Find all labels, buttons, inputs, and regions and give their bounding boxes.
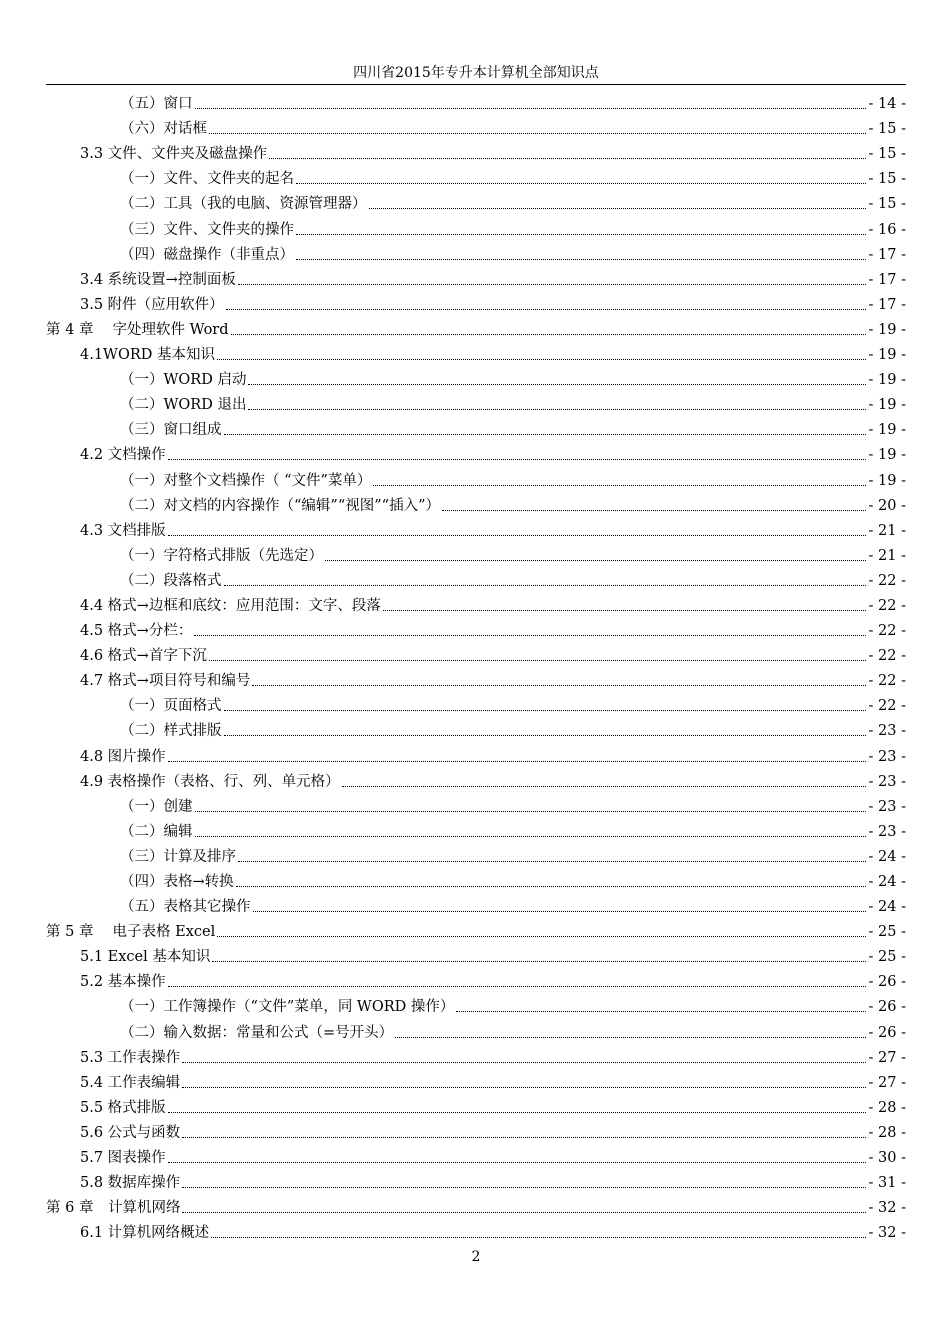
toc-entry-title: 3.3 文件、文件夹及磁盘操作: [80, 146, 268, 163]
toc-entry-page: - 19 -: [868, 472, 906, 489]
toc-entry[interactable]: [46, 1217, 906, 1242]
toc-entry[interactable]: [46, 1092, 906, 1117]
toc-dot-leader: [209, 133, 866, 134]
toc-entry-page: - 27 -: [868, 1049, 906, 1066]
toc-entry[interactable]: [46, 138, 906, 163]
toc-entry-page: - 31 -: [868, 1175, 906, 1192]
toc-entry[interactable]: [46, 891, 906, 916]
toc-entry[interactable]: [46, 364, 906, 389]
toc-entry[interactable]: [46, 1142, 906, 1167]
toc-entry-page: - 15 -: [868, 171, 906, 188]
toc-entry-title: 5.6 公式与函数: [80, 1124, 181, 1141]
toc-entry-page: - 19 -: [868, 447, 906, 464]
toc-entry-title: （一）文件、文件夹的起名: [120, 171, 294, 188]
toc-entry-title: （五）表格其它操作: [120, 899, 251, 916]
toc-entry-title: （一）页面格式: [120, 698, 222, 715]
toc-entry-title: 3.5 附件（应用软件）: [80, 296, 224, 313]
toc-entry-page: - 23 -: [868, 823, 906, 840]
toc-entry-title: （一）创建: [120, 798, 193, 815]
toc-entry-title: （二）输入数据：常量和公式（=号开头）: [120, 1024, 394, 1041]
toc-entry-title: 5.1 Excel 基本知识: [80, 949, 211, 966]
toc-entry-page: - 15 -: [868, 146, 906, 163]
toc-dot-leader: [195, 108, 866, 109]
toc-entry-title: （二）编辑: [120, 823, 193, 840]
toc-dot-leader: [442, 510, 866, 511]
toc-entry-title: （三）计算及排序: [120, 848, 236, 865]
toc-entry-page: - 32 -: [868, 1225, 906, 1242]
toc-dot-leader: [226, 309, 866, 310]
toc-entry[interactable]: [46, 339, 906, 364]
toc-entry-page: - 28 -: [868, 1124, 906, 1141]
toc-dot-leader: [369, 208, 866, 209]
toc-dot-leader: [224, 735, 866, 736]
toc-entry-title: 5.7 图表操作: [80, 1150, 166, 1167]
toc-dot-leader: [395, 1037, 865, 1038]
toc-entry-title: 4.9 表格操作（表格、行、列、单元格）: [80, 773, 340, 790]
toc-entry-page: - 22 -: [868, 623, 906, 640]
page-header: 四川省2015年专升本计算机全部知识点: [353, 65, 599, 81]
toc-entry-page: - 21 -: [868, 522, 906, 539]
toc-entry[interactable]: [46, 640, 906, 665]
toc-entry-page: - 26 -: [868, 999, 906, 1016]
toc-entry[interactable]: [46, 188, 906, 213]
toc-entry-title: 第 4 章 字处理软件 Word: [46, 321, 229, 338]
toc-entry[interactable]: [46, 314, 906, 339]
toc-dot-leader: [182, 1212, 865, 1213]
toc-dot-leader: [195, 836, 866, 837]
toc-entry-page: - 24 -: [868, 848, 906, 865]
toc-dot-leader: [456, 1011, 865, 1012]
toc-entry[interactable]: [46, 490, 906, 515]
toc-entry-page: - 19 -: [868, 422, 906, 439]
toc-entry[interactable]: [46, 239, 906, 264]
toc-entry-page: - 27 -: [868, 1074, 906, 1091]
toc-dot-leader: [238, 861, 866, 862]
toc-dot-leader: [238, 284, 866, 285]
toc-entry-title: 第 5 章 电子表格 Excel: [46, 924, 216, 941]
toc-entry-page: - 19 -: [868, 372, 906, 389]
toc-entry-page: - 15 -: [868, 196, 906, 213]
toc-entry-title: 4.1WORD 基本知识: [80, 347, 216, 364]
toc-dot-leader: [182, 1062, 865, 1063]
toc-entry-page: - 25 -: [868, 924, 906, 941]
toc-dot-leader: [373, 485, 865, 486]
toc-entry-title: （二）样式排版: [120, 723, 222, 740]
toc-entry-title: 4.8 图片操作: [80, 748, 166, 765]
toc-entry[interactable]: [46, 213, 906, 238]
toc-entry-page: - 22 -: [868, 673, 906, 690]
toc-entry[interactable]: [46, 991, 906, 1016]
toc-entry-title: （一）字符格式排版（先选定）: [120, 547, 323, 564]
toc-entry-page: - 20 -: [868, 497, 906, 514]
toc-dot-leader: [209, 660, 866, 661]
toc-dot-leader: [217, 359, 866, 360]
toc-entry-page: - 28 -: [868, 1099, 906, 1116]
toc-entry[interactable]: [46, 163, 906, 188]
toc-dot-leader: [182, 1137, 865, 1138]
toc-entry-page: - 17 -: [868, 296, 906, 313]
toc-entry-page: - 25 -: [868, 949, 906, 966]
toc-dot-leader: [248, 409, 865, 410]
toc-entry-title: 5.5 格式排版: [80, 1099, 166, 1116]
header-rule: [46, 84, 906, 85]
toc-dot-leader: [211, 1237, 865, 1238]
toc-dot-leader: [342, 786, 866, 787]
toc-entry-title: 3.4 系统设置→控制面板: [80, 271, 236, 288]
page-number: 2: [471, 1249, 481, 1265]
toc-dot-leader: [248, 384, 865, 385]
toc-entry-page: - 23 -: [868, 798, 906, 815]
toc-entry-page: - 23 -: [868, 723, 906, 740]
toc-entry[interactable]: [46, 113, 906, 138]
toc-entry[interactable]: [46, 1117, 906, 1142]
toc-entry-title: 第 6 章 计算机网络: [46, 1200, 181, 1217]
toc-dot-leader: [168, 459, 866, 460]
toc-entry-page: - 22 -: [868, 597, 906, 614]
toc-dot-leader: [168, 986, 866, 987]
toc-entry-title: （三）文件、文件夹的操作: [120, 221, 294, 238]
toc-entry-title: （二）工具（我的电脑、资源管理器）: [120, 196, 367, 213]
toc-entry-page: - 32 -: [868, 1200, 906, 1217]
toc-entry-title: （一）对整个文档操作（ “文件”菜单）: [120, 472, 372, 489]
toc-dot-leader: [212, 961, 865, 962]
toc-dot-leader: [168, 535, 866, 536]
toc-entry-page: - 23 -: [868, 748, 906, 765]
toc-entry-page: - 22 -: [868, 648, 906, 665]
toc-dot-leader: [224, 710, 866, 711]
toc-entry-title: 6.1 计算机网络概述: [80, 1225, 210, 1242]
toc-dot-leader: [182, 1087, 865, 1088]
toc-entry[interactable]: [46, 1192, 906, 1217]
toc-entry[interactable]: [46, 1167, 906, 1192]
toc-dot-leader: [296, 259, 866, 260]
toc-dot-leader: [296, 183, 866, 184]
toc-dot-leader: [217, 936, 865, 937]
toc-entry-page: - 14 -: [868, 96, 906, 113]
toc-entry-page: - 23 -: [868, 773, 906, 790]
toc-entry-title: 4.7 格式→项目符号和编号: [80, 673, 251, 690]
toc-entry-title: （二）段落格式: [120, 572, 222, 589]
toc-entry-title: 5.4 工作表编辑: [80, 1074, 181, 1091]
toc-entry[interactable]: [46, 464, 906, 489]
toc-dot-leader: [168, 1112, 866, 1113]
toc-entry-title: （一）WORD 启动: [120, 372, 247, 389]
toc-entry-title: （一）工作簿操作（“文件”菜单，同 WORD 操作）: [120, 999, 455, 1016]
toc-entry-page: - 22 -: [868, 572, 906, 589]
toc-dot-leader: [296, 234, 866, 235]
toc-dot-leader: [325, 560, 866, 561]
toc-dot-leader: [383, 610, 866, 611]
toc-entry[interactable]: [46, 740, 906, 765]
toc-entry[interactable]: [46, 1016, 906, 1041]
toc-entry-title: （五）窗口: [120, 96, 193, 113]
toc-entry[interactable]: [46, 766, 906, 791]
toc-dot-leader: [224, 434, 866, 435]
toc-entry[interactable]: [46, 816, 906, 841]
toc-entry[interactable]: [46, 1042, 906, 1067]
toc-entry-page: - 24 -: [868, 899, 906, 916]
toc-dot-leader: [195, 811, 866, 812]
toc-entry[interactable]: [46, 264, 906, 289]
toc-entry-page: - 15 -: [868, 121, 906, 138]
toc-entry[interactable]: [46, 540, 906, 565]
toc-entry-title: （四）磁盘操作（非重点）: [120, 246, 294, 263]
toc-entry[interactable]: [46, 916, 906, 941]
toc-entry-title: （三）窗口组成: [120, 422, 222, 439]
toc-entry[interactable]: [46, 665, 906, 690]
toc-entry[interactable]: [46, 615, 906, 640]
toc-entry-title: 5.8 数据库操作: [80, 1175, 181, 1192]
toc-entry[interactable]: [46, 715, 906, 740]
toc-entry-page: - 17 -: [868, 246, 906, 263]
toc-entry-title: 4.4 格式→边框和底纹：应用范围：文字、段落: [80, 597, 381, 614]
toc-entry-title: （二）对文档的内容操作（“编辑”“视图”“插入”）: [120, 497, 440, 514]
toc-dot-leader: [168, 761, 866, 762]
toc-entry-page: - 21 -: [868, 547, 906, 564]
toc-entry-title: （二）WORD 退出: [120, 397, 247, 414]
toc-entry-page: - 22 -: [868, 698, 906, 715]
toc-entry[interactable]: [46, 389, 906, 414]
toc-entry-page: - 26 -: [868, 1024, 906, 1041]
toc-dot-leader: [269, 158, 865, 159]
toc-entry[interactable]: [46, 966, 906, 991]
toc-entry[interactable]: [46, 791, 906, 816]
toc-entry[interactable]: [46, 841, 906, 866]
toc-entry-title: 4.3 文档排版: [80, 522, 166, 539]
toc-entry[interactable]: [46, 866, 906, 891]
toc-entry[interactable]: [46, 515, 906, 540]
toc-entry-page: - 16 -: [868, 221, 906, 238]
toc-entry-page: - 19 -: [868, 397, 906, 414]
toc-dot-leader: [252, 685, 865, 686]
toc-entry[interactable]: [46, 1067, 906, 1092]
toc-dot-leader: [194, 635, 865, 636]
toc-entry[interactable]: [46, 690, 906, 715]
toc-entry-title: 5.3 工作表操作: [80, 1049, 181, 1066]
toc-dot-leader: [236, 886, 866, 887]
toc-entry-page: - 30 -: [868, 1150, 906, 1167]
toc-dot-leader: [182, 1187, 865, 1188]
toc-entry[interactable]: [46, 289, 906, 314]
toc-dot-leader: [168, 1162, 866, 1163]
toc-dot-leader: [253, 911, 866, 912]
toc-entry-title: 5.2 基本操作: [80, 974, 166, 991]
toc-entry[interactable]: [46, 590, 906, 615]
toc-entry-page: - 19 -: [868, 347, 906, 364]
toc-dot-leader: [224, 585, 866, 586]
toc-entry[interactable]: [46, 88, 906, 113]
toc-entry-title: 4.2 文档操作: [80, 447, 166, 464]
toc-entry[interactable]: [46, 439, 906, 464]
toc-entry[interactable]: [46, 565, 906, 590]
toc-entry-page: - 19 -: [868, 321, 906, 338]
toc-entry-page: - 17 -: [868, 271, 906, 288]
toc-dot-leader: [231, 334, 866, 335]
toc-entry-title: 4.6 格式→首字下沉: [80, 648, 207, 665]
table-of-contents: [46, 88, 906, 1242]
toc-entry-page: - 26 -: [868, 974, 906, 991]
toc-entry-title: 4.5 格式→分栏：: [80, 623, 193, 640]
toc-entry-title: （四）表格→转换: [120, 874, 234, 890]
toc-entry-title: （六）对话框: [120, 121, 207, 138]
toc-entry-page: - 24 -: [868, 874, 906, 890]
toc-entry[interactable]: [46, 941, 906, 966]
toc-entry[interactable]: [46, 414, 906, 439]
